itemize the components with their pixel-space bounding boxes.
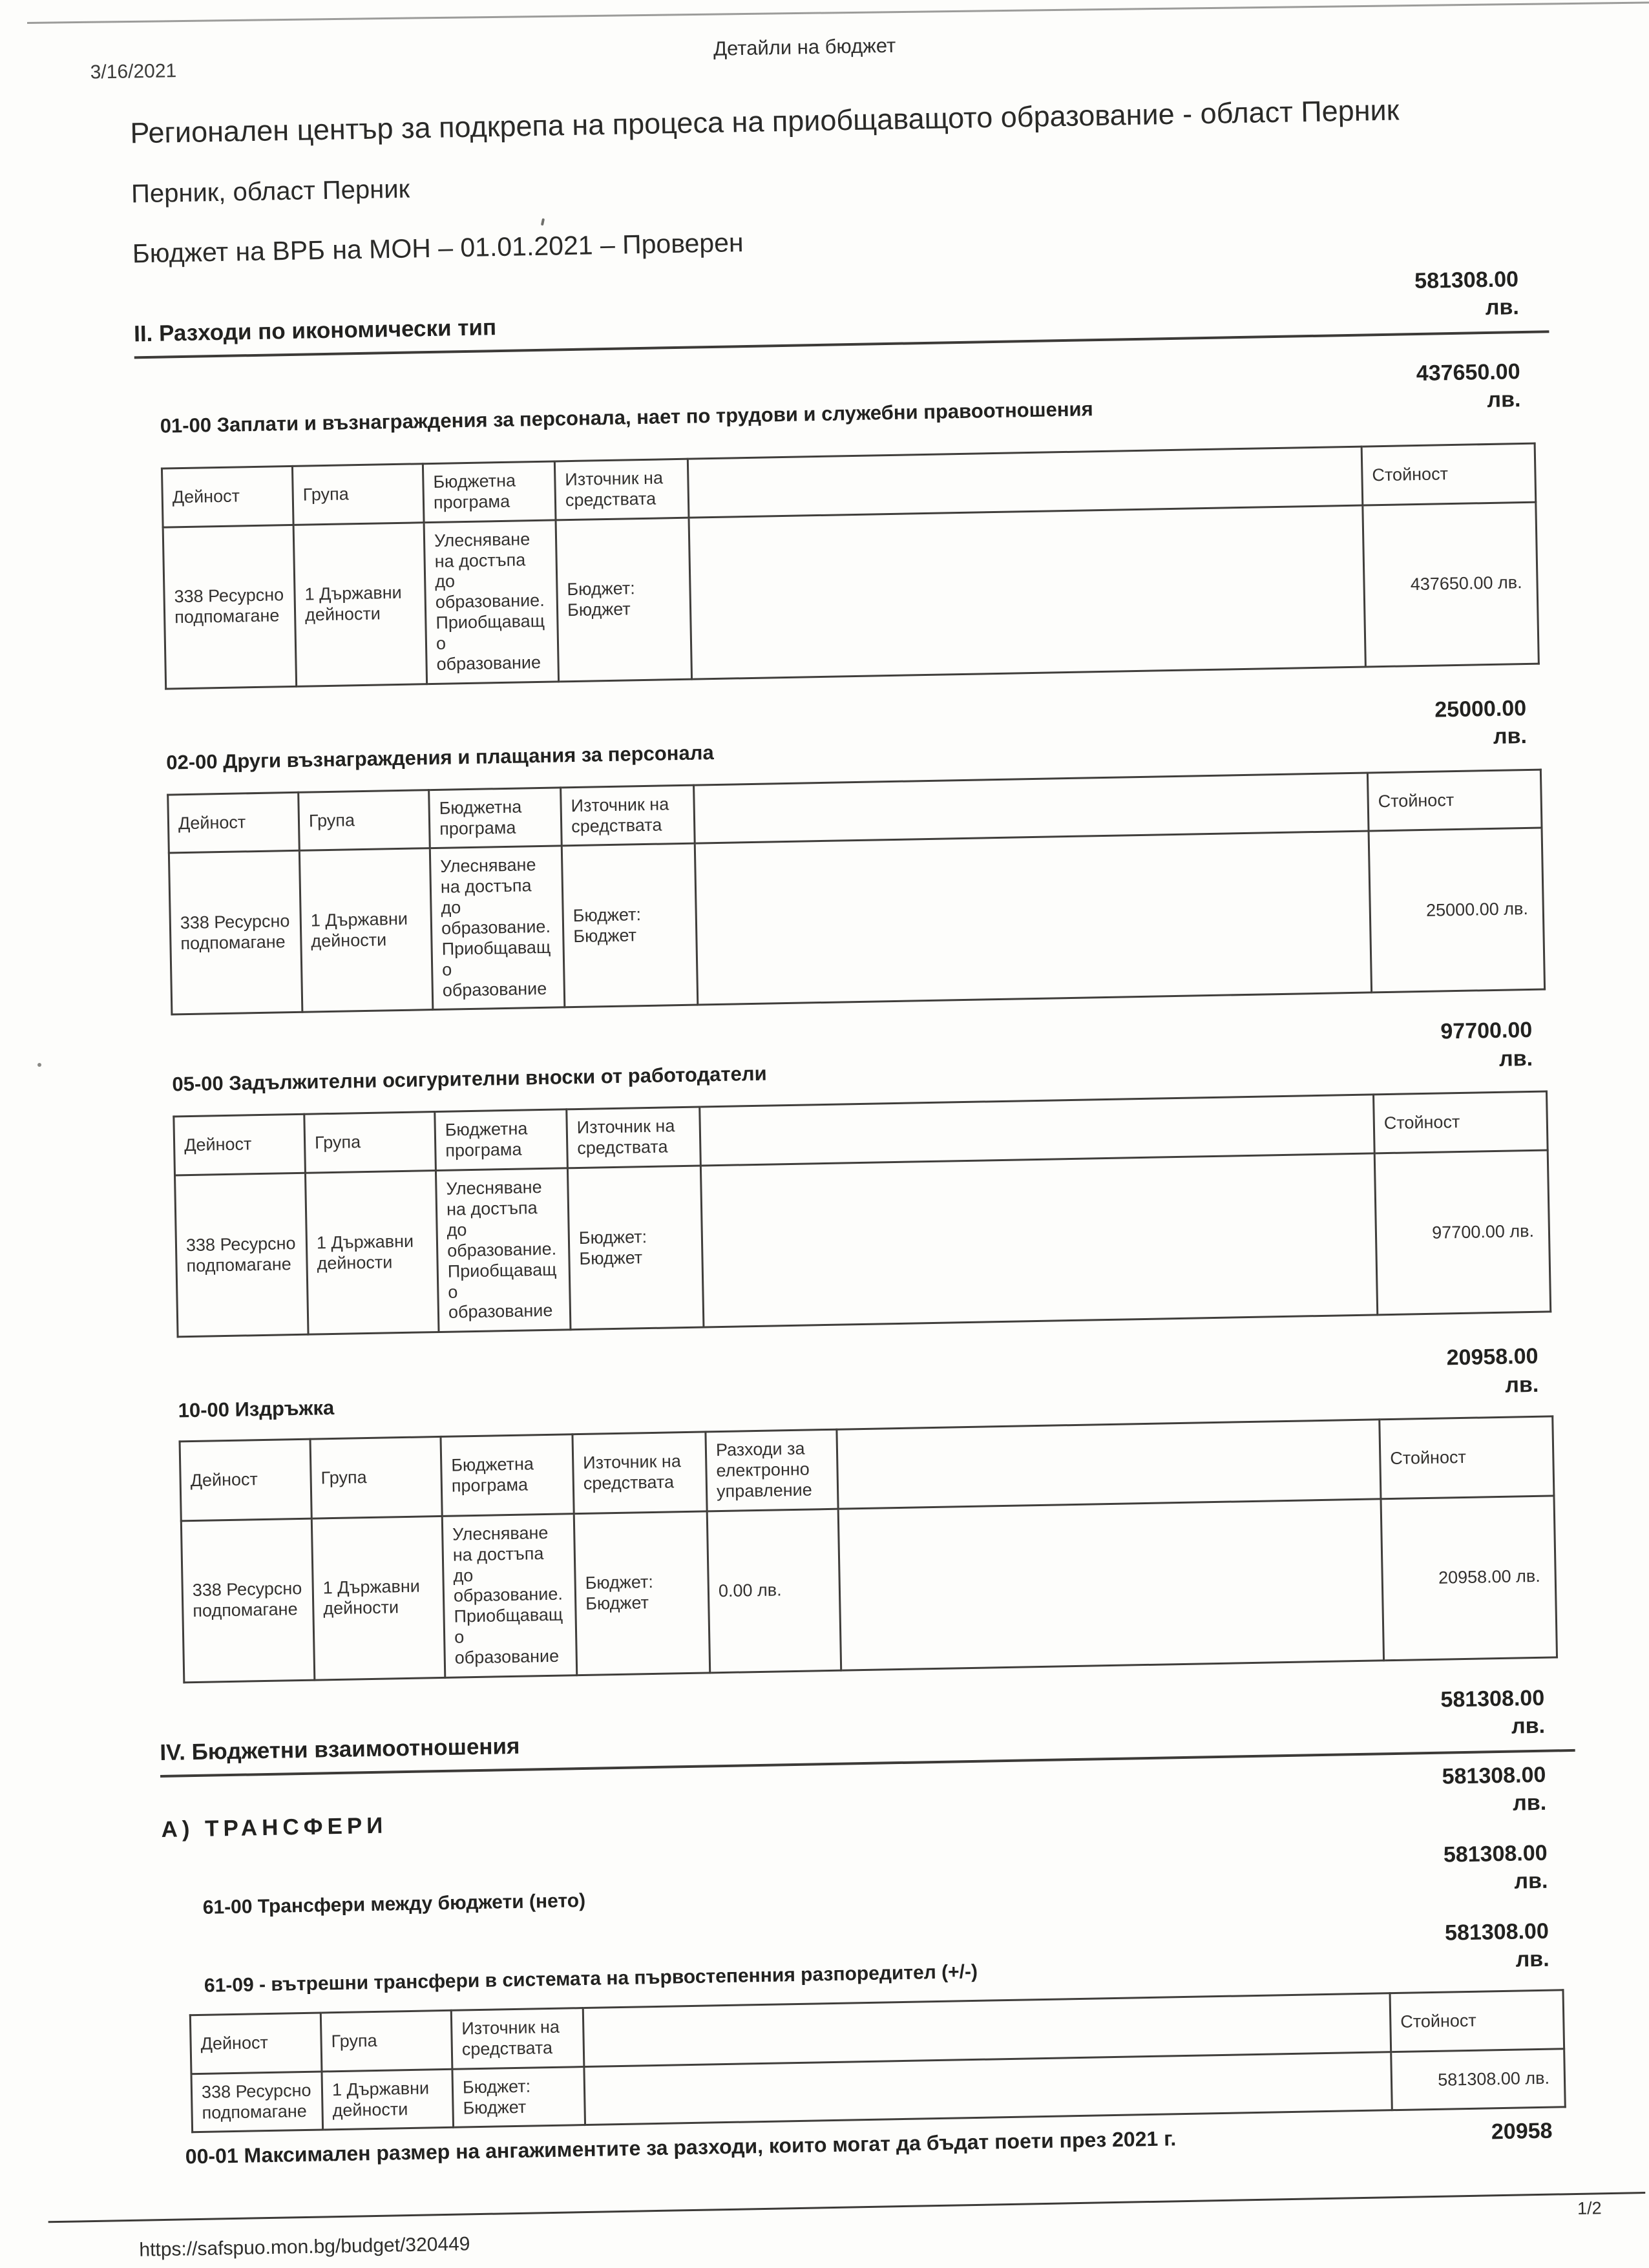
col-header-value: Стойност (1374, 1091, 1548, 1153)
subsection-amount (1434, 694, 1557, 752)
cell-activity: 338 Ресурсно подпомагане (163, 525, 297, 689)
col-header-value: Стойност (1390, 1990, 1564, 2052)
subsection-heading-02-00 (165, 694, 1557, 775)
section-amount (1414, 265, 1549, 324)
cell-source: Бюджет: Бюджет (556, 518, 692, 682)
subsection-amount: 20958 (1491, 2119, 1553, 2145)
cell-source: Бюджет: Бюджет (452, 2066, 585, 2127)
subsection-title: 10-00 Издръжка (178, 1396, 335, 1422)
cell-value: 437650.00 лв. (1363, 502, 1539, 667)
col-header-program: Бюджетна програма (423, 461, 556, 522)
cell-program: Улесняване на достъпа до образование. Приобщаващо образование (424, 520, 559, 684)
subsection-title: 61-00 Трансфери между бюджети (нето) (202, 1889, 586, 1918)
subsection-amount (1445, 1917, 1579, 1976)
budget-table-05-00 (173, 1091, 1551, 1338)
cell-empty (700, 1153, 1377, 1327)
col-header-group: Група (320, 2010, 452, 2071)
cell-value: 20958.00 лв. (1381, 1496, 1557, 1661)
budget-table-02-00 (167, 768, 1546, 1016)
col-header-value: Стойност (1361, 443, 1536, 505)
table-row (163, 502, 1539, 689)
section-title: А) ТРАНСФЕРИ (161, 1812, 388, 1842)
cell-empty (689, 505, 1365, 679)
col-header-activity: Дейност (162, 466, 293, 527)
subsection-heading-61-09 (204, 1917, 1579, 1999)
amount-unit: лв. (1512, 1790, 1547, 1816)
col-header-source: Източник на средствата (572, 1432, 707, 1513)
subsection-title: 02-00 Други възнаграждения и плащания за персонала (165, 740, 714, 774)
subsection-amount (1416, 357, 1550, 416)
subsection-heading-01-00 (160, 357, 1551, 439)
col-header-program: Бюджетна програма (441, 1434, 574, 1516)
cell-empty (695, 831, 1371, 1005)
cell-value: 97700.00 лв. (1374, 1150, 1551, 1315)
cell-egov: 0.00 лв. (707, 1509, 841, 1673)
cell-group: 1 Държавни дейности (305, 1171, 439, 1335)
source-url: https://safspuo.mon.bg/budget/320449 (139, 2233, 470, 2261)
amount-value: 581308.00 (1442, 1762, 1546, 1789)
amount-unit: лв. (1493, 724, 1528, 750)
col-header-source: Източник на средствата (567, 1108, 701, 1168)
organization-name: Регионален център за подкрепа на процеса на приобщаващото образование - област Перник (129, 93, 1400, 150)
cell-program: Улесняване на достъпа до образование. Приобщаващо образование (430, 846, 565, 1010)
budget-status-line: Бюджет на ВРБ на МОН – 01.01.2021 – Проверен (132, 227, 744, 269)
cell-source: Бюджет: Бюджет (574, 1511, 710, 1675)
col-header-group: Група (304, 1112, 436, 1173)
section-amount (1440, 1684, 1575, 1743)
subsection-amount (1443, 1839, 1577, 1898)
col-header-group: Група (292, 464, 424, 525)
budget-table-10-00 (179, 1416, 1559, 1684)
cell-group: 1 Държавни дейности (293, 522, 427, 686)
amount-value: 437650.00 (1416, 359, 1520, 386)
subsection-heading-61-00 (202, 1839, 1578, 1920)
col-header-value: Стойност (1367, 770, 1542, 832)
cell-activity: 338 Ресурсно подпомагане (191, 2072, 323, 2132)
amount-unit: лв. (1504, 1372, 1539, 1398)
col-header-source: Източник на средствата (451, 2008, 584, 2069)
col-header-group: Група (299, 790, 430, 850)
cell-source: Бюджет: Бюджет (567, 1166, 704, 1330)
amount-unit: лв. (1485, 295, 1520, 320)
col-header-activity: Дейност (168, 792, 300, 853)
budget-table-01-00 (161, 443, 1540, 690)
col-header-source: Източник на средствата (561, 785, 695, 846)
col-header-program: Бюджетна програма (429, 788, 562, 848)
section-title: II. Разходи по икономически тип (133, 315, 497, 347)
print-header (0, 21, 1630, 85)
organization-location: Перник, област Перник (131, 174, 410, 209)
cell-empty (838, 1499, 1383, 1670)
col-header-group: Група (310, 1437, 442, 1518)
cell-activity: 338 Ресурсно подпомагане (169, 851, 302, 1015)
col-header-source: Източник на средствата (554, 459, 689, 520)
cell-group: 1 Държавни дейности (311, 1516, 445, 1680)
cell-source: Бюджет: Бюджет (562, 844, 698, 1008)
subsection-title: 00-01 Максимален размер на ангажиментите за разходи, които могат да бъдат поети през 2021 г. (185, 2126, 1177, 2168)
table-row (175, 1150, 1551, 1337)
cell-program: Улесняване на достъпа до образование. Приобщаващо образование (442, 1514, 577, 1678)
amount-unit: лв. (1514, 1869, 1548, 1895)
section-title: IV. Бюджетни взаимоотношения (160, 1733, 520, 1765)
subsection-title: 01-00 Заплати и възнаграждения за персонала, нает по трудови и служебни правоотношения (160, 397, 1093, 437)
cell-value: 25000.00 лв. (1369, 828, 1545, 993)
col-header-activity: Дейност (180, 1439, 311, 1520)
amount-value: 581308.00 (1443, 1840, 1548, 1867)
cell-group: 1 Държавни дейности (322, 2069, 454, 2130)
subsection-heading-05-00 (171, 1016, 1562, 1098)
document-title: Детайли на бюджет (713, 34, 896, 60)
budget-table-61-09 (189, 1989, 1566, 2133)
amount-unit: лв. (1498, 1045, 1533, 1071)
col-header-value: Стойност (1380, 1416, 1554, 1498)
table-row (181, 1496, 1557, 1683)
amount-value: 581308.00 (1414, 266, 1519, 293)
col-header-egov: Разходи за електронно управление (706, 1429, 838, 1511)
subsection-amount (1440, 1016, 1562, 1075)
subsection-title: 61-09 - вътрешни трансфери в системата на първостепенния разпоредител (+/-) (204, 1960, 978, 1997)
cell-value: 581308.00 лв. (1391, 2048, 1566, 2110)
document-content (0, 85, 1649, 2172)
amount-unit: лв. (1511, 1714, 1546, 1739)
cell-activity: 338 Ресурсно подпомагане (175, 1173, 309, 1337)
table-row (169, 828, 1544, 1015)
cell-program: Улесняване на достъпа до образование. Приобщаващо образование (436, 1168, 571, 1332)
amount-unit: лв. (1515, 1947, 1549, 1973)
col-header-program: Бюджетна програма (435, 1109, 568, 1170)
cell-group: 1 Държавни дейности (299, 848, 433, 1013)
amount-value: 25000.00 (1434, 695, 1527, 722)
cell-activity: 338 Ресурсно подпомагане (181, 1518, 315, 1683)
section-amount (1442, 1761, 1576, 1820)
page-number: 1/2 (1577, 2198, 1602, 2218)
amount-value: 581308.00 (1440, 1685, 1545, 1712)
col-header-activity: Дейност (174, 1115, 306, 1175)
amount-value: 20958.00 (1446, 1344, 1539, 1370)
print-footer (20, 2191, 1649, 2263)
amount-value: 97700.00 (1440, 1018, 1533, 1044)
amount-value: 581308.00 (1444, 1918, 1549, 1946)
print-date: 3/16/2021 (90, 60, 177, 83)
subsection-amount (1446, 1342, 1568, 1400)
col-header-empty (837, 1420, 1381, 1509)
subsection-heading-10-00 (177, 1342, 1568, 1423)
amount-unit: лв. (1487, 387, 1521, 413)
subsection-title: 05-00 Задължителни осигурителни вноски от работодатели (172, 1062, 767, 1096)
col-header-activity: Дейност (190, 2013, 322, 2074)
